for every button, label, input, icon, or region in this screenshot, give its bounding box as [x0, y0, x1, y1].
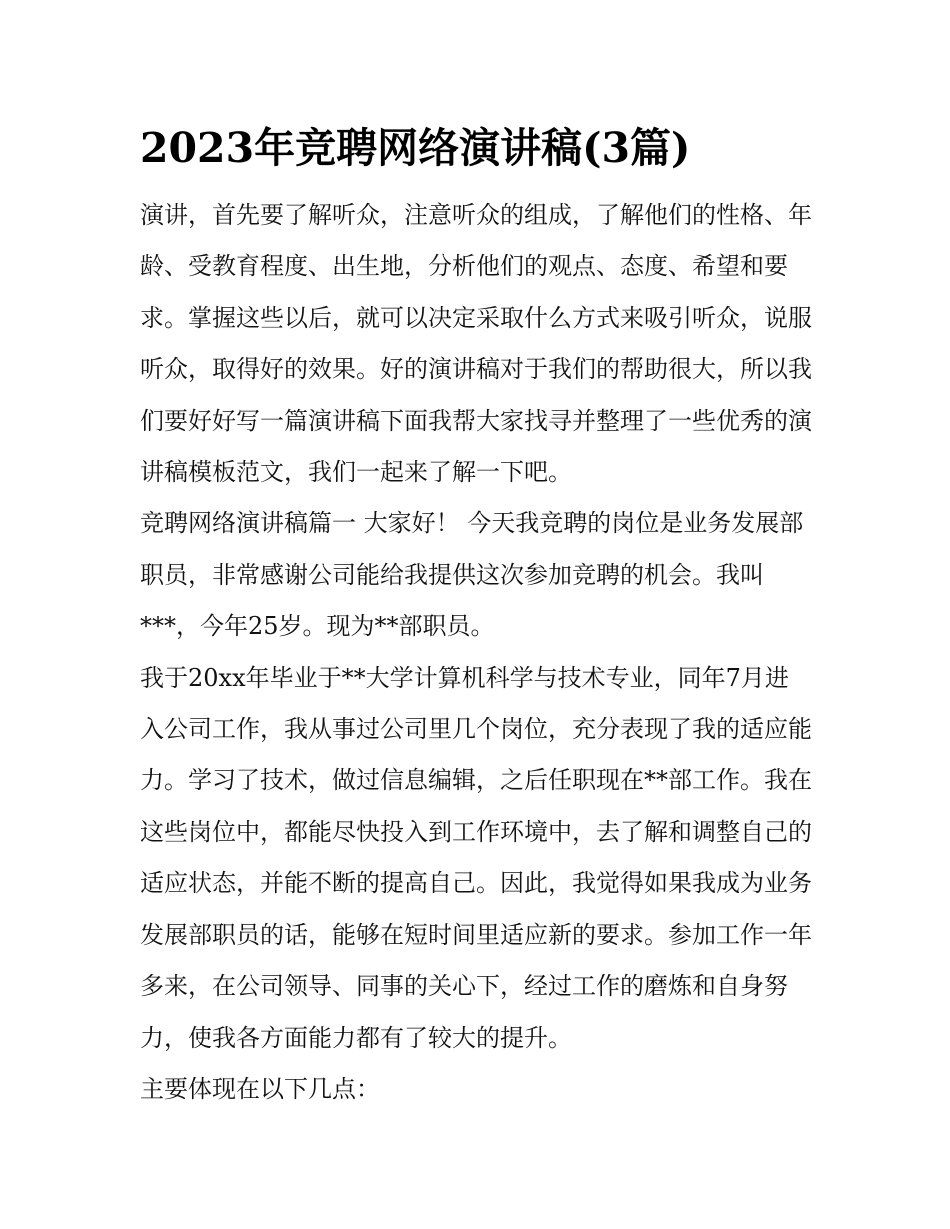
paragraph-points-heading: 主要体现在以下几点：	[140, 1074, 380, 1103]
document-body	[140, 190, 812, 1115]
paragraph-background: 我于20xx年毕业于**大学计算机科学与技术专业，同年7月进入公司工作，我从事过公司里几个岗位，充分表现了我的适应能力。学习了技术，做过信息编辑，之后任职现在**部工作。我在这些岗位中，都能尽快投入到工作环境中，去了解和调整自己的适应状态，并能不断的提高自己。因此，我觉得如果我成为业务发展部职员的话，能够在短时间里适应新的要求。参加工作一年多来，在公司领导、同事的关心下，经过工作的磨炼和自身努力，使我各方面能力都有了较大的提升。	[140, 663, 812, 1052]
paragraph-speech-one: 竞聘网络演讲稿篇一 大家好！ 今天我竞聘的岗位是业务发展部职员，非常感谢公司能给我提供这次参加竞聘的机会。我叫***，今年25岁。现为**部职员。	[140, 509, 804, 641]
paragraph-intro: 演讲，首先要了解听众，注意听众的组成，了解他们的性格、年龄、受教育程度、出生地，分析他们的观点、态度、希望和要求。掌握这些以后，就可以决定采取什么方式来吸引听众，说服听众，取得好的效果。好的演讲稿对于我们的帮助很大，所以我们要好好写一篇演讲稿下面我帮大家找寻并整理了一些优秀的演讲稿模板范文，我们一起来了解一下吧。	[140, 201, 812, 487]
document-title: 2023年竞聘网络演讲稿(3篇)	[140, 124, 691, 172]
